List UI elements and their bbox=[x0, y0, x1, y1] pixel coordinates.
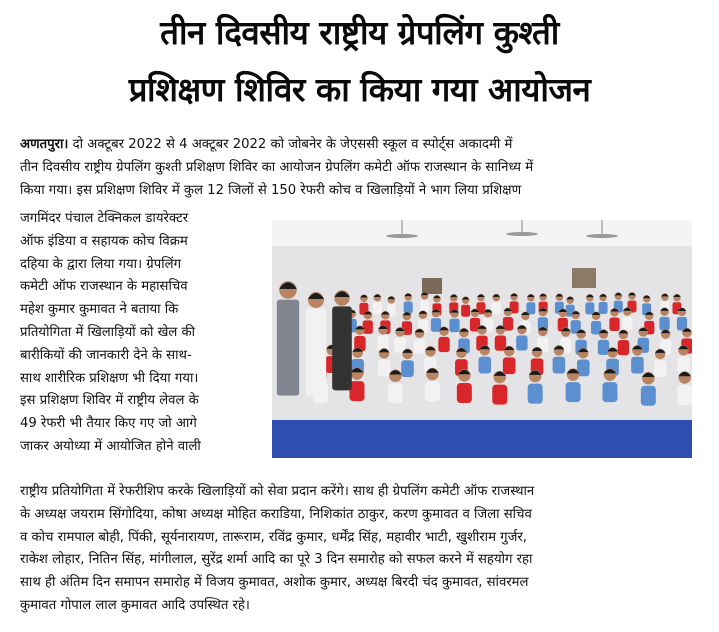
column-line-7: बारीकियों की जानकारी देने के साथ- bbox=[20, 347, 192, 363]
closing-line-6: कुमावत गोपाल लाल कुमावत आदि उपस्थित रहे। bbox=[20, 597, 250, 613]
dateline: अणतपुरा। bbox=[20, 137, 69, 152]
column-line-3: दहिया के द्वारा लिया गया। ग्रेपलिंग bbox=[20, 256, 181, 272]
column-line-4: कमेटी ऑफ राजस्थान के महासचिव bbox=[20, 279, 188, 295]
lead-line-2: तीन दिवसीय राष्ट्रीय ग्रेपलिंग कुश्ती प्रशिक्षण शिविर का आयोजन ग्रेपलिंग कमेटी ऑफ राजस्थान के सानिध्य में bbox=[20, 159, 534, 175]
column-line-11: जाकर अयोध्या में आयोजित होने वाली bbox=[20, 438, 201, 454]
column-line-6: प्रतियोगिता में खिलाड़ियों को खेल की bbox=[20, 324, 196, 340]
lead-paragraph bbox=[20, 134, 705, 202]
headline-line-2: प्रशिक्षण शिविर का किया गया आयोजन bbox=[128, 70, 591, 109]
lead-line-1 bbox=[20, 134, 705, 157]
headline bbox=[0, 0, 719, 124]
column-line-1: जगमिंदर पंचाल टेक्निकल डायरेक्टर bbox=[20, 211, 189, 226]
closing-line-3: व कोच रामपाल बोही, पिंकी, सूर्यनारायण, तारूराम, रविंद्र कुमार, धर्मेंद्र सिंह, महावीर भाटी, खुशीराम गुर्जर, bbox=[20, 529, 527, 545]
column-line-9: इस प्रशिक्षण शिविर में राष्ट्रीय लेवल के bbox=[20, 393, 199, 409]
closing-line-1: राष्ट्रीय प्रतियोगिता में रेफरीशिप करके खिलाड़ियों को सेवा प्रदान करेंगे। साथ ही ग्रेपलिंग कमेटी ऑफ राजस्थान bbox=[20, 484, 535, 499]
closing-paragraph bbox=[20, 481, 710, 618]
closing-line-4: राकेश लोहार, नितिन सिंह, मांगीलाल, सुरेंद्र शर्मा आदि का पूरे 3 दिन समारोह को सफल करने में सहयोग रहा bbox=[20, 552, 533, 568]
lead-line-1-text: दो अक्टूबर 2022 से 4 अक्टूबर 2022 को जोबनेर के जेएससी स्कूल व स्पोर्ट्स अकादमी में bbox=[68, 137, 513, 152]
headline-line-1: तीन दिवसीय राष्ट्रीय ग्रेपलिंग कुश्ती bbox=[160, 13, 559, 52]
group-photo bbox=[272, 220, 692, 458]
closing-line-2: के अध्यक्ष जयराम सिंगोदिया, कोषा अध्यक्ष मोहित कराडिया, निशिकांत ठाकुर, करण कुमावत व जिला सचिव bbox=[20, 506, 532, 522]
column-line-10: 49 रेफरी भी तैयार किए गए जो आगे bbox=[20, 416, 197, 432]
left-column-text bbox=[20, 208, 268, 459]
column-line-2: ऑफ इंडिया व सहायक कोच विक्रम bbox=[20, 233, 188, 249]
group-photo-icon bbox=[272, 220, 692, 458]
column-line-8: साथ शारीरिक प्रशिक्षण भी दिया गया। bbox=[20, 370, 199, 386]
lead-line-3: किया गया। इस प्रशिक्षण शिविर में कुल 12 जिलों से 150 रेफरी कोच व खिलाड़ियों ने भाग लिया प्रशिक्षण bbox=[20, 182, 522, 198]
closing-line-5: साथ ही अंतिम दिन समापन समारोह में विजय कुमावत, अशोक कुमार, अध्यक्ष बिरदी चंद कुमावत, सांवरमल bbox=[20, 575, 529, 591]
column-line-5: महेश कुमार कुमावत ने बताया कि bbox=[20, 302, 179, 318]
